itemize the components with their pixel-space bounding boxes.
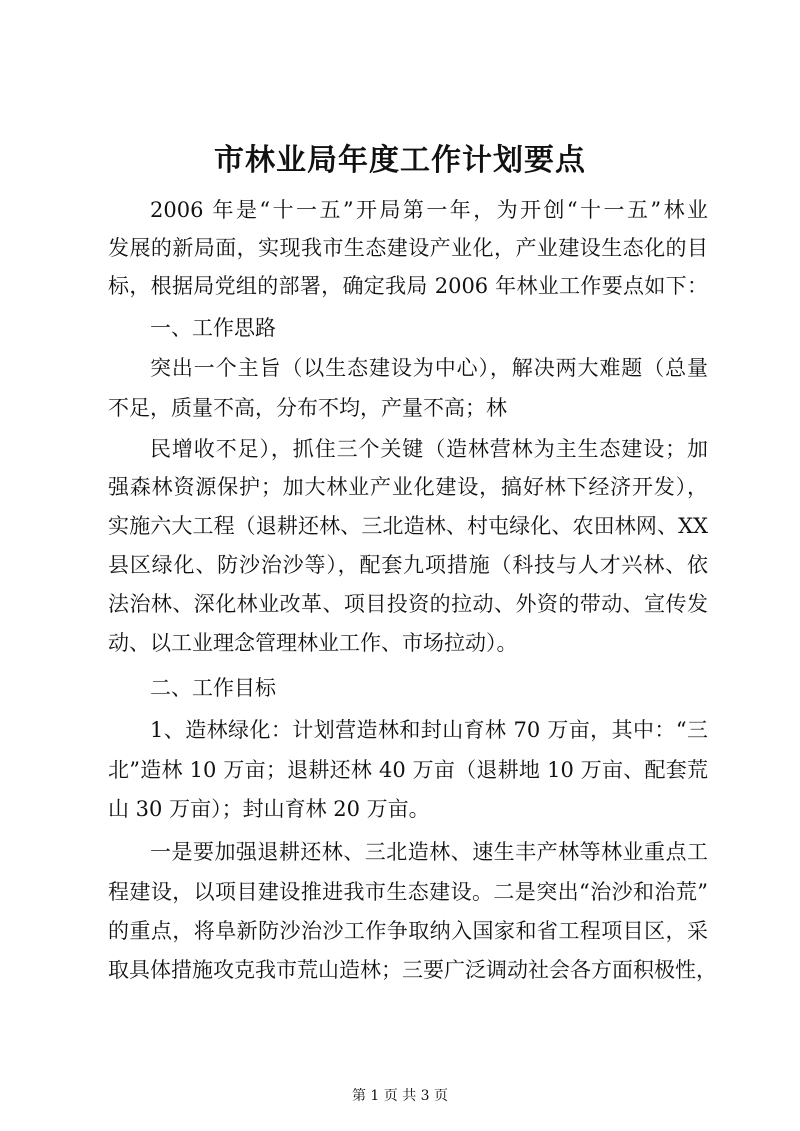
paragraph-line: 县区绿化、防沙治沙等），配套九项措施（科技与人才兴林、依 [108,553,708,577]
paragraph-line: 动、以工业理念管理林业工作、市场拉动）。 [108,631,518,655]
paragraph-line: 程建设，以项目建设推进我市生态建设。二是突出“治沙和治荒” [108,880,708,904]
page-number-footer: 第 1 页 共 3 页 [351,1088,449,1104]
paragraph-line: 的重点，将阜新防沙治沙工作争取纳入国家和省工程项目区，采 [108,919,708,943]
paragraph-line: 2006 年是“十一五”开局第一年，为开创“十一五”林业 [150,198,708,222]
paragraph-line: 法治林、深化林业改革、项目投资的拉动、外资的带动、宣传发 [108,592,708,616]
paragraph-line: 山 30 万亩）；封山育林 20 万亩。 [108,797,430,821]
section-heading: 一、工作思路 [150,316,276,340]
paragraph-line: 民增收不足），抓住三个关键（造林营林为主生态建设；加 [150,437,708,461]
document-title: 市林业局年度工作计划要点 [214,143,586,178]
paragraph-line: 突出一个主旨（以生态建设为中心），解决两大难题（总量 [150,356,708,380]
paragraph-line: 强森林资源保护；加大林业产业化建设，搞好林下经济开发）， [108,475,708,499]
paragraph-line: 实施六大工程（退耕还林、三北造林、村屯绿化、农田林网、XX [108,514,708,538]
paragraph-line: 1、造林绿化：计划营造林和封山育林 70 万亩，其中：“三 [150,718,708,742]
paragraph-line: 北”造林 10 万亩；退耕还林 40 万亩（退耕地 10 万亩、配套荒 [108,758,708,782]
section-heading: 二、工作目标 [150,676,276,700]
paragraph-line: 发展的新局面，实现我市生态建设产业化，产业建设生态化的目 [108,236,708,260]
paragraph-line: 取具体措施攻克我市荒山造林；三要广泛调动社会各方面积极性， [108,958,717,982]
paragraph-line: 一是要加强退耕还林、三北造林、速生丰产林等林业重点工 [150,840,708,864]
paragraph-line: 不足，质量不高，分布不均，产量不高；林 [108,396,507,420]
paragraph-line: 标，根据局党组的部署，确定我局 2006 年林业工作要点如下： [108,274,708,298]
